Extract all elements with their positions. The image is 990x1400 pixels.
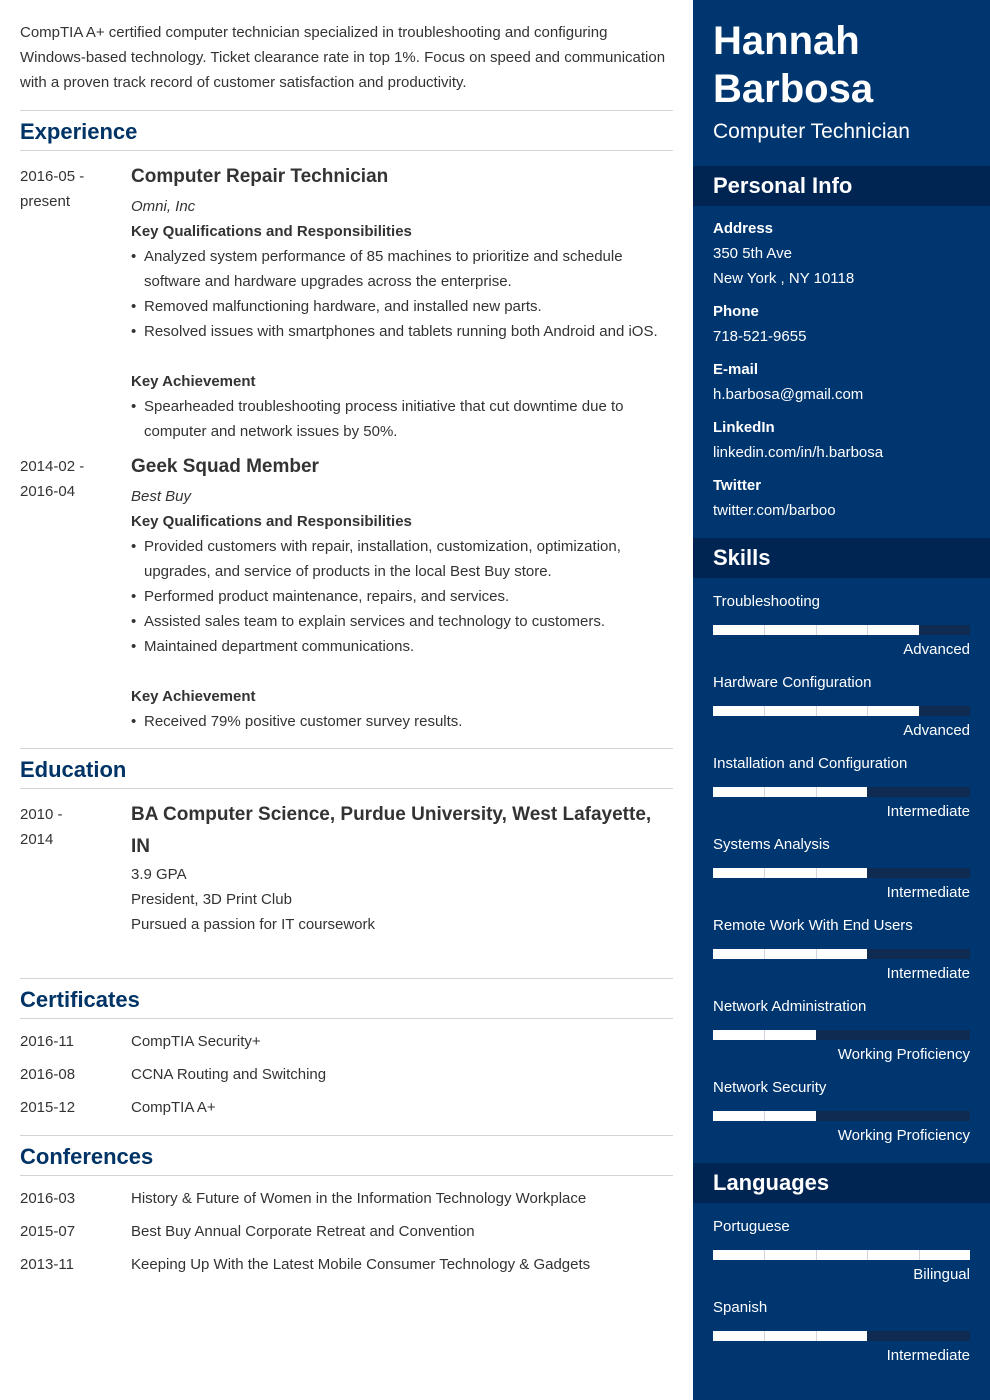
rating-segment-divider bbox=[816, 1250, 817, 1260]
responsibility-list bbox=[131, 244, 673, 344]
certificate-row bbox=[20, 1029, 673, 1054]
certificate-date: 2016-11 bbox=[20, 1033, 74, 1050]
skill-name: Remote Work With End Users bbox=[713, 917, 913, 934]
skill-rating-bar bbox=[713, 787, 970, 797]
certificate-row bbox=[20, 1095, 673, 1120]
skill-name: Network Security bbox=[713, 1079, 827, 1096]
date-end: 2016-04 bbox=[20, 483, 76, 500]
entry-dates bbox=[20, 454, 120, 504]
list-item: • Maintained department communications. bbox=[131, 634, 673, 659]
skill-rating-fill bbox=[713, 949, 867, 959]
languages-header bbox=[693, 1163, 990, 1203]
entry-dates bbox=[20, 802, 120, 852]
language-level: Intermediate bbox=[886, 1347, 970, 1364]
divider bbox=[20, 150, 673, 151]
rating-segment-divider bbox=[816, 787, 817, 797]
skill-name: Hardware Configuration bbox=[713, 674, 872, 691]
divider bbox=[20, 1018, 673, 1019]
achievement-label: Key Achievement bbox=[131, 373, 256, 390]
job-title: Geek Squad Member bbox=[131, 456, 319, 477]
date-end: 2014 bbox=[20, 831, 54, 848]
address-line: 350 5th Ave bbox=[713, 245, 792, 262]
skill-level: Advanced bbox=[903, 722, 970, 739]
achievement-list bbox=[131, 709, 673, 734]
rating-segment-divider bbox=[764, 706, 765, 716]
skill-name: Installation and Configuration bbox=[713, 755, 908, 772]
skill-rating-fill bbox=[713, 787, 867, 797]
certificate-date: 2016-08 bbox=[20, 1066, 76, 1083]
certificate-name: CompTIA A+ bbox=[131, 1099, 216, 1116]
linkedin-label: LinkedIn bbox=[713, 419, 775, 436]
list-item: • Assisted sales team to explain services and technology to customers. bbox=[131, 609, 673, 634]
rating-segment-divider bbox=[764, 1250, 765, 1260]
rating-segment-divider bbox=[764, 868, 765, 878]
skill-level: Intermediate bbox=[886, 884, 970, 901]
achievement-list bbox=[131, 394, 673, 444]
candidate-name bbox=[713, 17, 873, 113]
certificate-name: CompTIA Security+ bbox=[131, 1033, 261, 1050]
email-label: E-mail bbox=[713, 361, 759, 378]
sidebar bbox=[693, 0, 990, 1400]
list-item: • Spearheaded troubleshooting process initiative that cut downtime due to computer and network issues by 50%. bbox=[131, 394, 673, 444]
skill-name: Network Administration bbox=[713, 998, 867, 1015]
rating-segment-divider bbox=[867, 625, 868, 635]
rating-segment-divider bbox=[764, 787, 765, 797]
phone-label: Phone bbox=[713, 303, 759, 320]
rating-segment-divider bbox=[867, 706, 868, 716]
skill-level: Working Proficiency bbox=[837, 1046, 970, 1063]
rating-segment-divider bbox=[764, 625, 765, 635]
entry-body bbox=[131, 454, 673, 734]
education-detail: 3.9 GPA bbox=[131, 866, 187, 883]
job-role: Computer Technician bbox=[713, 120, 910, 143]
skills-header bbox=[693, 538, 990, 578]
entry-body bbox=[131, 164, 673, 444]
date-start: 2010 - bbox=[20, 806, 63, 823]
skill-level: Advanced bbox=[903, 641, 970, 658]
certificates-heading: Certificates bbox=[20, 987, 140, 1012]
skill-name: Troubleshooting bbox=[713, 593, 821, 610]
skill-rating-fill bbox=[713, 868, 867, 878]
phone-value: 718-521-9655 bbox=[713, 328, 807, 345]
conference-name: Keeping Up With the Latest Mobile Consumer Technology & Gadgets bbox=[131, 1256, 591, 1273]
first-name: Hannah bbox=[713, 19, 860, 63]
experience-heading: Experience bbox=[20, 119, 138, 144]
company-name: Best Buy bbox=[131, 488, 192, 505]
certificate-row bbox=[20, 1062, 673, 1087]
linkedin-link[interactable]: linkedin.com/in/h.barbosa bbox=[713, 444, 884, 461]
rating-segment-divider bbox=[764, 1111, 765, 1121]
certificate-name: CCNA Routing and Switching bbox=[131, 1066, 327, 1083]
rating-segment-divider bbox=[764, 1331, 765, 1341]
skill-rating-bar bbox=[713, 868, 970, 878]
company-name: Omni, Inc bbox=[131, 198, 196, 215]
qualifications-label: Key Qualifications and Responsibilities bbox=[131, 513, 412, 530]
conference-date: 2016-03 bbox=[20, 1190, 76, 1207]
rating-segment-divider bbox=[816, 625, 817, 635]
list-item: • Performed product maintenance, repairs, and services. bbox=[131, 584, 673, 609]
skill-item bbox=[713, 913, 970, 994]
divider bbox=[20, 1175, 673, 1176]
list-item: • Resolved issues with smartphones and tablets running both Android and iOS. bbox=[131, 319, 673, 344]
education-heading: Education bbox=[20, 757, 127, 782]
conference-row bbox=[20, 1219, 673, 1244]
rating-segment-divider bbox=[816, 868, 817, 878]
twitter-label: Twitter bbox=[713, 477, 762, 494]
divider bbox=[20, 788, 673, 789]
conference-name: Best Buy Annual Corporate Retreat and Convention bbox=[131, 1223, 475, 1240]
language-name: Spanish bbox=[713, 1299, 768, 1316]
conference-name: History & Future of Women in the Information Technology Workplace bbox=[131, 1190, 587, 1207]
entry-dates bbox=[20, 164, 120, 214]
language-item bbox=[713, 1214, 970, 1295]
last-name: Barbosa bbox=[713, 67, 874, 111]
skill-rating-bar bbox=[713, 625, 970, 635]
date-end: present bbox=[20, 193, 71, 210]
divider bbox=[20, 1135, 673, 1136]
twitter-link[interactable]: twitter.com/barboo bbox=[713, 502, 836, 519]
rating-segment-divider bbox=[764, 949, 765, 959]
rating-segment-divider bbox=[867, 1250, 868, 1260]
rating-segment-divider bbox=[764, 1030, 765, 1040]
language-name: Portuguese bbox=[713, 1218, 790, 1235]
education-detail: Pursued a passion for IT coursework bbox=[131, 916, 376, 933]
skill-item bbox=[713, 994, 970, 1075]
skill-rating-bar bbox=[713, 1030, 970, 1040]
language-level: Bilingual bbox=[913, 1266, 970, 1283]
list-item: • Received 79% positive customer survey results. bbox=[131, 709, 673, 734]
language-rating-bar bbox=[713, 1331, 970, 1341]
language-rating-bar bbox=[713, 1250, 970, 1260]
education-detail: President, 3D Print Club bbox=[131, 891, 292, 908]
divider bbox=[20, 978, 673, 979]
conferences-heading: Conferences bbox=[20, 1144, 154, 1169]
summary: CompTIA A+ certified computer technician specialized in troubleshooting and configuring Windows-based technology. Ticket clearance rate in top 1%. Focus on speed and communication with a proven track record of customer satisfaction and productivity. bbox=[20, 24, 666, 91]
language-rating-fill bbox=[713, 1331, 867, 1341]
job-title: Computer Repair Technician bbox=[131, 166, 389, 187]
skill-level: Intermediate bbox=[886, 803, 970, 820]
skill-item bbox=[713, 751, 970, 832]
certificate-date: 2015-12 bbox=[20, 1099, 76, 1116]
email-link[interactable]: h.barbosa@gmail.com bbox=[713, 386, 864, 403]
address-line: New York , NY 10118 bbox=[713, 270, 855, 287]
skill-item bbox=[713, 1075, 970, 1156]
skill-rating-bar bbox=[713, 706, 970, 716]
personal-info-header bbox=[693, 166, 990, 206]
skill-rating-bar bbox=[713, 949, 970, 959]
skill-item bbox=[713, 589, 970, 670]
list-item: • Removed malfunctioning hardware, and installed new parts. bbox=[131, 294, 673, 319]
skills-title: Skills bbox=[713, 545, 771, 570]
skill-level: Working Proficiency bbox=[837, 1127, 970, 1144]
entry-body bbox=[131, 802, 673, 937]
divider bbox=[20, 110, 673, 111]
rating-segment-divider bbox=[919, 1250, 920, 1260]
skill-item bbox=[713, 832, 970, 913]
language-rating-fill bbox=[713, 1250, 970, 1260]
conference-row bbox=[20, 1186, 673, 1211]
rating-segment-divider bbox=[816, 1331, 817, 1341]
degree-title: BA Computer Science, Purdue University, West Lafayette, IN bbox=[131, 804, 652, 857]
date-start: 2016-05 - bbox=[20, 168, 85, 185]
date-start: 2014-02 - bbox=[20, 458, 85, 475]
languages-title: Languages bbox=[713, 1170, 830, 1195]
rating-segment-divider bbox=[816, 706, 817, 716]
address-label: Address bbox=[713, 220, 774, 237]
skill-level: Intermediate bbox=[886, 965, 970, 982]
language-item bbox=[713, 1295, 970, 1376]
divider bbox=[20, 748, 673, 749]
list-item: • Provided customers with repair, installation, customization, optimization, upgrades, and service of products in the local Best Buy store. bbox=[131, 534, 673, 584]
skill-name: Systems Analysis bbox=[713, 836, 830, 853]
rating-segment-divider bbox=[816, 949, 817, 959]
responsibility-list bbox=[131, 534, 673, 659]
achievement-label: Key Achievement bbox=[131, 688, 256, 705]
qualifications-label: Key Qualifications and Responsibilities bbox=[131, 223, 412, 240]
personal-info-title: Personal Info bbox=[713, 173, 853, 198]
conference-date: 2013-11 bbox=[20, 1256, 74, 1273]
conference-date: 2015-07 bbox=[20, 1223, 76, 1240]
skill-rating-bar bbox=[713, 1111, 970, 1121]
skill-item bbox=[713, 670, 970, 751]
conference-row bbox=[20, 1252, 673, 1277]
list-item: • Analyzed system performance of 85 machines to prioritize and schedule software and hardware upgrades across the enterprise. bbox=[131, 244, 673, 294]
